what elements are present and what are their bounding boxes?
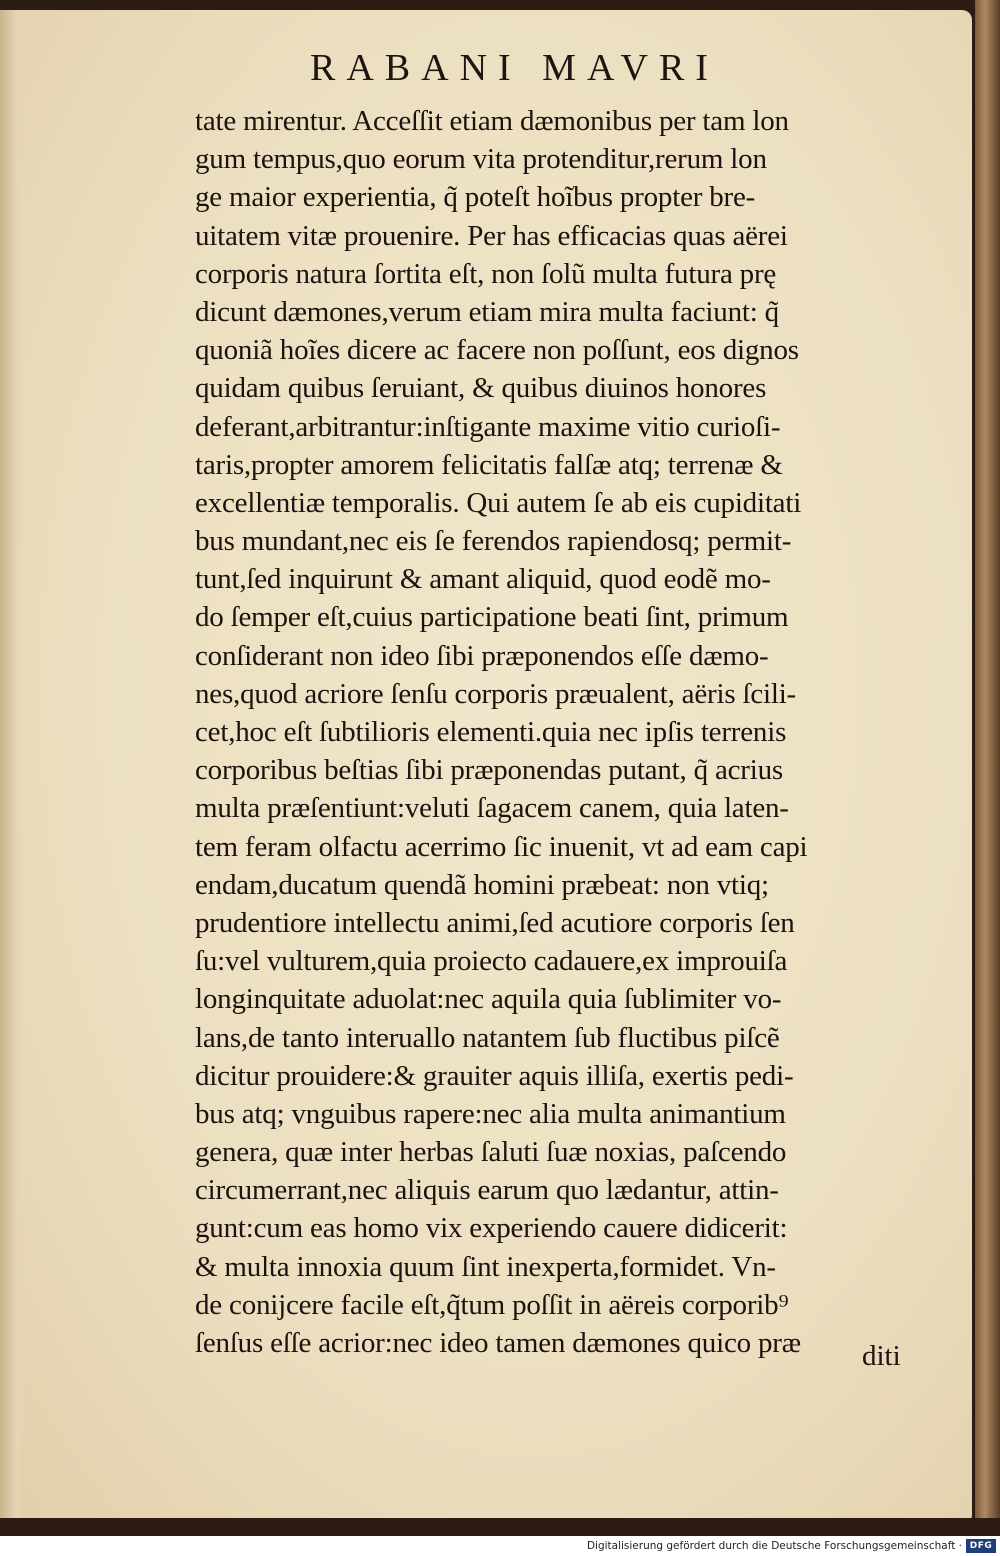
text-line: circumerrant,nec aliquis earum quo lædantur, attin- bbox=[195, 1174, 779, 1207]
text-line: corporis natura ſortita eſt, non ſolũ multa futura prę bbox=[195, 257, 777, 290]
text-line: tate mirentur. Acceſſit etiam dæmonibus per tam lon bbox=[195, 105, 789, 137]
text-line: multa præſentiunt:veluti ſagacem canem, quia laten- bbox=[195, 792, 789, 825]
text-line: longinquitate aduolat:nec aquila quia ſublimiter vo- bbox=[195, 983, 782, 1016]
text-line: cet,hoc eſt ſubtilioris elementi.quia nec ipſis terrenis bbox=[195, 716, 787, 748]
text-line: taris,propter amorem felicitatis falſæ atq; terrenæ & bbox=[195, 448, 783, 481]
text-line: conſiderant non ideo ſibi præponendos eſſe dæmo- bbox=[195, 639, 769, 672]
text-line: tem feram olfactu acerrimo ſic inuenit, vt ad eam capi bbox=[195, 830, 808, 863]
text-line: bus atq; vnguibus rapere:nec alia multa animantium bbox=[195, 1097, 786, 1130]
text-line: dicitur prouidere:& grauiter aquis illiſa, exertis pedi- bbox=[195, 1059, 794, 1092]
page-gutter-shadow bbox=[0, 10, 24, 1520]
text-line: & multa innoxia quum ſint inexperta,formidet. Vn- bbox=[195, 1250, 776, 1283]
text-line: deferant,arbitrantur:inſtigante maxime vitio curioſi- bbox=[195, 410, 781, 443]
text-line: prudentiore intellectu animi,ſed acutiore corporis ſen bbox=[195, 906, 795, 939]
text-line: uitatem vitæ prouenire. Per has efficacias quas aërei bbox=[195, 219, 788, 252]
dfg-logo: DFG bbox=[966, 1539, 996, 1553]
text-line: bus mundant,nec eis ſe ferendos rapiendosq; permit- bbox=[195, 525, 792, 558]
running-head: RABANI MAVRI bbox=[310, 47, 719, 89]
text-line: tunt,ſed inquirunt & amant aliquid, quod eodẽ mo- bbox=[195, 563, 771, 596]
body-text bbox=[195, 102, 930, 1362]
text-line: ge maior experientia, q̃ poteſt hoĩbus propter bre- bbox=[195, 181, 756, 214]
text-line: do ſemper eſt,cuius participatione beati ſint, primum bbox=[195, 601, 789, 634]
text-line: excellentiæ temporalis. Qui autem ſe ab eis cupiditati bbox=[195, 486, 802, 519]
book-edge-right bbox=[975, 0, 1000, 1535]
text-line: corporibus beſtias ſibi præponendas putant, q̃ acrius bbox=[195, 754, 784, 787]
text-line: ſu:vel vulturem,quia proiecto cadauere,ex improuiſa bbox=[195, 945, 788, 978]
text-line: dicunt dæmones,verum etiam mira multa faciunt: q̃ bbox=[195, 295, 779, 328]
text-line: endam,ducatum quendã homini præbeat: non vtiq; bbox=[195, 868, 769, 901]
digitization-credit: Digitalisierung gefördert durch die Deutsche Forschungsgemeinschaft · bbox=[586, 1540, 962, 1552]
text-line: nes,quod acriore ſenſu corporis præualent, aëris ſcili- bbox=[195, 677, 797, 710]
catchword: diti bbox=[862, 1340, 901, 1372]
text-line: gunt:cum eas homo vix experiendo cauere didicerit: bbox=[195, 1212, 788, 1245]
text-line: lans,de tanto interuallo natantem ſub fluctibus piſcẽ bbox=[195, 1021, 780, 1054]
text-line: quoniã hoĩes dicere ac facere non poſſunt, eos dignos bbox=[195, 334, 799, 367]
text-line: ſenſus eſſe acrior:nec ideo tamen dæmones quico præ bbox=[195, 1327, 801, 1359]
text-line: gum tempus,quo eorum vita protenditur,rerum lon bbox=[195, 143, 767, 176]
text-line: de conijcere facile eſt,q̃tum poſſit in aëreis corporib⁹ bbox=[195, 1288, 789, 1321]
book-edge-bottom bbox=[0, 1518, 1000, 1536]
text-line: genera, quæ inter herbas ſaluti ſuæ noxias, paſcendo bbox=[195, 1136, 787, 1169]
text-line: quidam quibus ſeruiant, & quibus diuinos honores bbox=[195, 372, 767, 405]
